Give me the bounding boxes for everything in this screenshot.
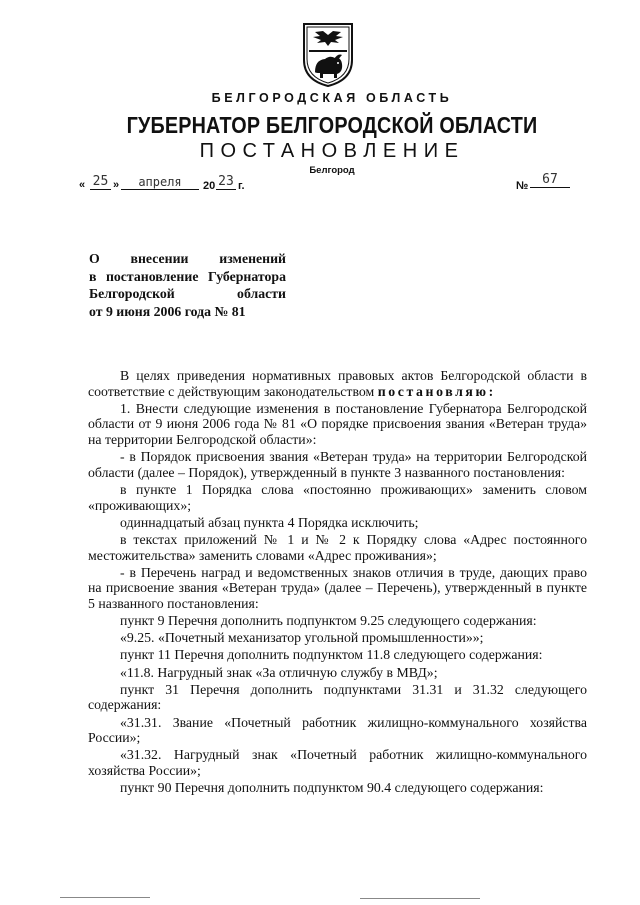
body-paragraph: одиннадцатый абзац пункта 4 Порядка исключить; xyxy=(120,514,419,530)
quote-close: » xyxy=(113,179,120,191)
year-abbr: г. xyxy=(238,180,245,192)
year-suffix: 23 xyxy=(216,174,236,190)
subject-line: О внесении изменений xyxy=(89,251,286,266)
paragraph-text: В целях приведения нормативных правовых актов Белгородской области в соответствие с действующим законодательством xyxy=(88,368,587,399)
city-name: Белгород xyxy=(309,165,355,176)
body-paragraph xyxy=(88,368,587,399)
body-paragraph: 1. Внести следующие изменения в постановление Губернатора Белгородской области от 9 июня 2006 года № 81 «О порядке присвоения звания «Ветеран труда» на территории Белгородской области»: xyxy=(88,400,587,447)
document-subject xyxy=(89,250,286,320)
subject-line: Белгородской области xyxy=(89,286,286,301)
decree-number: 67 xyxy=(530,172,570,188)
belgorod-coat-of-arms-icon xyxy=(301,22,355,88)
governor-title: ГУБЕРНАТОР БЕЛГОРОДСКОЙ ОБЛАСТИ xyxy=(126,112,538,138)
body-paragraph: пункт 11 Перечня дополнить подпунктом 11.8 следующего содержания: xyxy=(120,647,543,663)
body-paragraph: - в Перечень наград и ведомственных знаков отличия в труде, дающих право на присвоение звания «Ветеран труда» (далее – Перечень), утвержденный в пункте 5 названного постановления: xyxy=(88,564,587,611)
number-label: № xyxy=(516,180,529,192)
year-prefix: 20 xyxy=(203,180,216,192)
body-paragraph: «9.25. «Почетный механизатор угольной промышленности»»; xyxy=(120,630,484,646)
punctuation: : xyxy=(488,383,496,399)
body-paragraph: «31.32. Нагрудный знак «Почетный работник жилищно-коммунального хозяйства России»; xyxy=(88,747,587,778)
subject-line: от 9 июня 2006 года № 81 xyxy=(89,303,246,319)
resolution-word: постановляю xyxy=(377,383,489,399)
region-title: БЕЛГОРОДСКАЯ ОБЛАСТЬ xyxy=(211,91,453,105)
body-paragraph: в текстах приложений № 1 и № 2 к Порядку слова «Адрес постоянного местожительства» заменить словами «Адрес проживания»; xyxy=(88,531,587,563)
subject-line: в постановление Губернатора xyxy=(89,268,286,284)
body-paragraph: пункт 9 Перечня дополнить подпунктом 9.25 следующего содержания: xyxy=(120,613,537,629)
body-paragraph: «11.8. Нагрудный знак «За отличную службу в МВД»; xyxy=(120,664,438,680)
quote-open: « xyxy=(79,179,86,191)
document-type: ПОСТАНОВЛЕНИЕ xyxy=(199,140,465,162)
body-paragraph: в пункте 1 Порядка слова «постоянно проживающих» заменить словом «проживающих»; xyxy=(88,481,587,513)
scan-artifact xyxy=(360,898,480,899)
date-month: апреля xyxy=(121,175,199,190)
dateline xyxy=(79,174,579,196)
body-paragraph: пункт 31 Перечня дополнить подпунктами 31.31 и 31.32 следующего содержания: xyxy=(88,681,587,713)
body-paragraph: пункт 90 Перечня дополнить подпунктом 90.4 следующего содержания: xyxy=(120,780,544,796)
body-paragraph: - в Порядок присвоения звания «Ветеран труда» на территории Белгородской области (далее – Порядок), утвержденный в пункте 3 названного постановления: xyxy=(88,449,587,480)
document-body xyxy=(88,368,587,797)
date-day: 25 xyxy=(90,174,111,190)
scan-artifact xyxy=(60,897,150,898)
body-paragraph: «31.31. Звание «Почетный работник жилищно-коммунального хозяйства России»; xyxy=(88,714,587,746)
